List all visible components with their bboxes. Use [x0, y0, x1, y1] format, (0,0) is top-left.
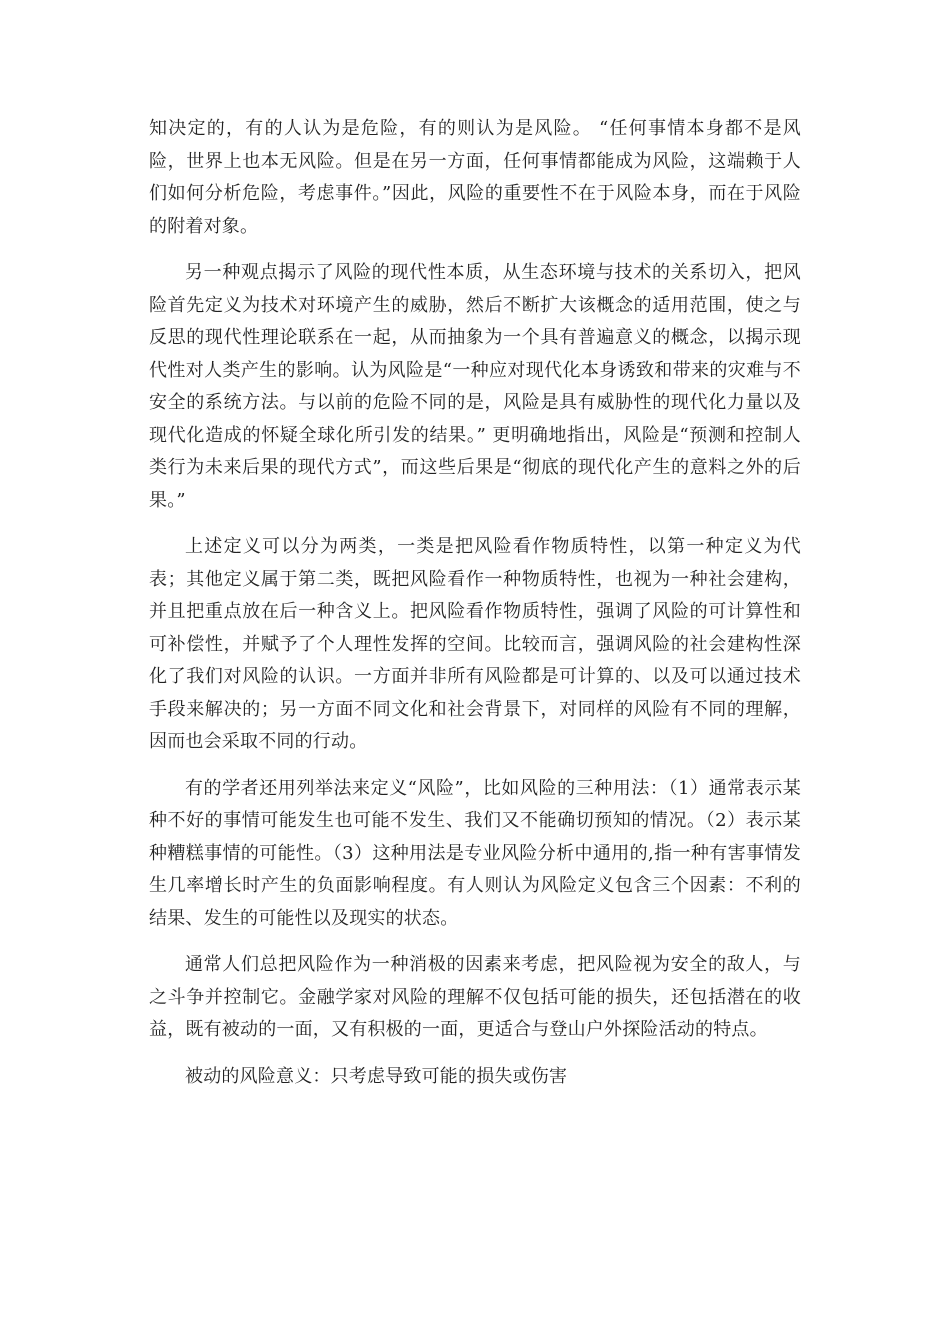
- paragraph: 通常人们总把风险作为一种消极的因素来考虑，把风险视为安全的敌人，与之斗争并控制它。金融学家对风险的理解不仅包括可能的损失，还包括潜在的收益，既有被动的一面，又有积极的一面，更适合与登山户外探险活动的特点。: [149, 954, 801, 1040]
- paragraph: 被动的风险意义：只考虑导致可能的损失或伤害: [185, 1065, 568, 1087]
- paragraph: 另一种观点揭示了风险的现代性本质，从生态环境与技术的关系切入，把风险首先定义为技术对环境产生的威胁，然后不断扩大该概念的适用范围，使之与反思的现代性理论联系在一起，从而抽象为一个具有普遍意义的概念，以揭示现代性对人类产生的影响。认为风险是“一种应对现代化本身诱致和带来的灾难与不安全的系统方法。与以前的危险不同的是，风险是具有威胁性的现代化力量以及现代化造成的怀疑全球化所引发的结果。” 更明确地指出，风险是“预测和控制人类行为未来后果的现代方式”，而这些后果是“彻底的现代化产生的意料之外的后果。”: [149, 262, 801, 511]
- document-body: [149, 113, 801, 1107]
- paragraph: 有的学者还用列举法来定义“风险”，比如风险的三种用法：（1）通常表示某种不好的事情可能发生也可能不发生、我们又不能确切预知的情况。（2）表示某种糟糕事情的可能性。（3）这种用法是专业风险分析中通用的,指一种有害事情发生几率增长时产生的负面影响程度。有人则认为风险定义包含三个因素：不利的结果、发生的可能性以及现实的状态。: [149, 777, 801, 929]
- paragraph: 上述定义可以分为两类，一类是把风险看作物质特性，以第一种定义为代表；其他定义属于第二类，既把风险看作一种物质特性，也视为一种社会建构，并且把重点放在后一种含义上。把风险看作物质特性，强调了风险的可计算性和可补偿性，并赋予了个人理性发挥的空间。比较而言，强调风险的社会建构性深化了我们对风险的认识。一方面并非所有风险都是可计算的、以及可以通过技术手段来解决的；另一方面不同文化和社会背景下，对同样的风险有不同的理解，因而也会采取不同的行动。: [149, 536, 801, 752]
- paragraph: 知决定的，有的人认为是危险，有的则认为是风险。 “任何事情本身都不是风险，世界上也本无风险。但是在另一方面，任何事情都能成为风险，这端赖于人们如何分析危险，考虑事件。”因此，风险的重要性不在于风险本身，而在于风险的附着对象。: [149, 118, 801, 237]
